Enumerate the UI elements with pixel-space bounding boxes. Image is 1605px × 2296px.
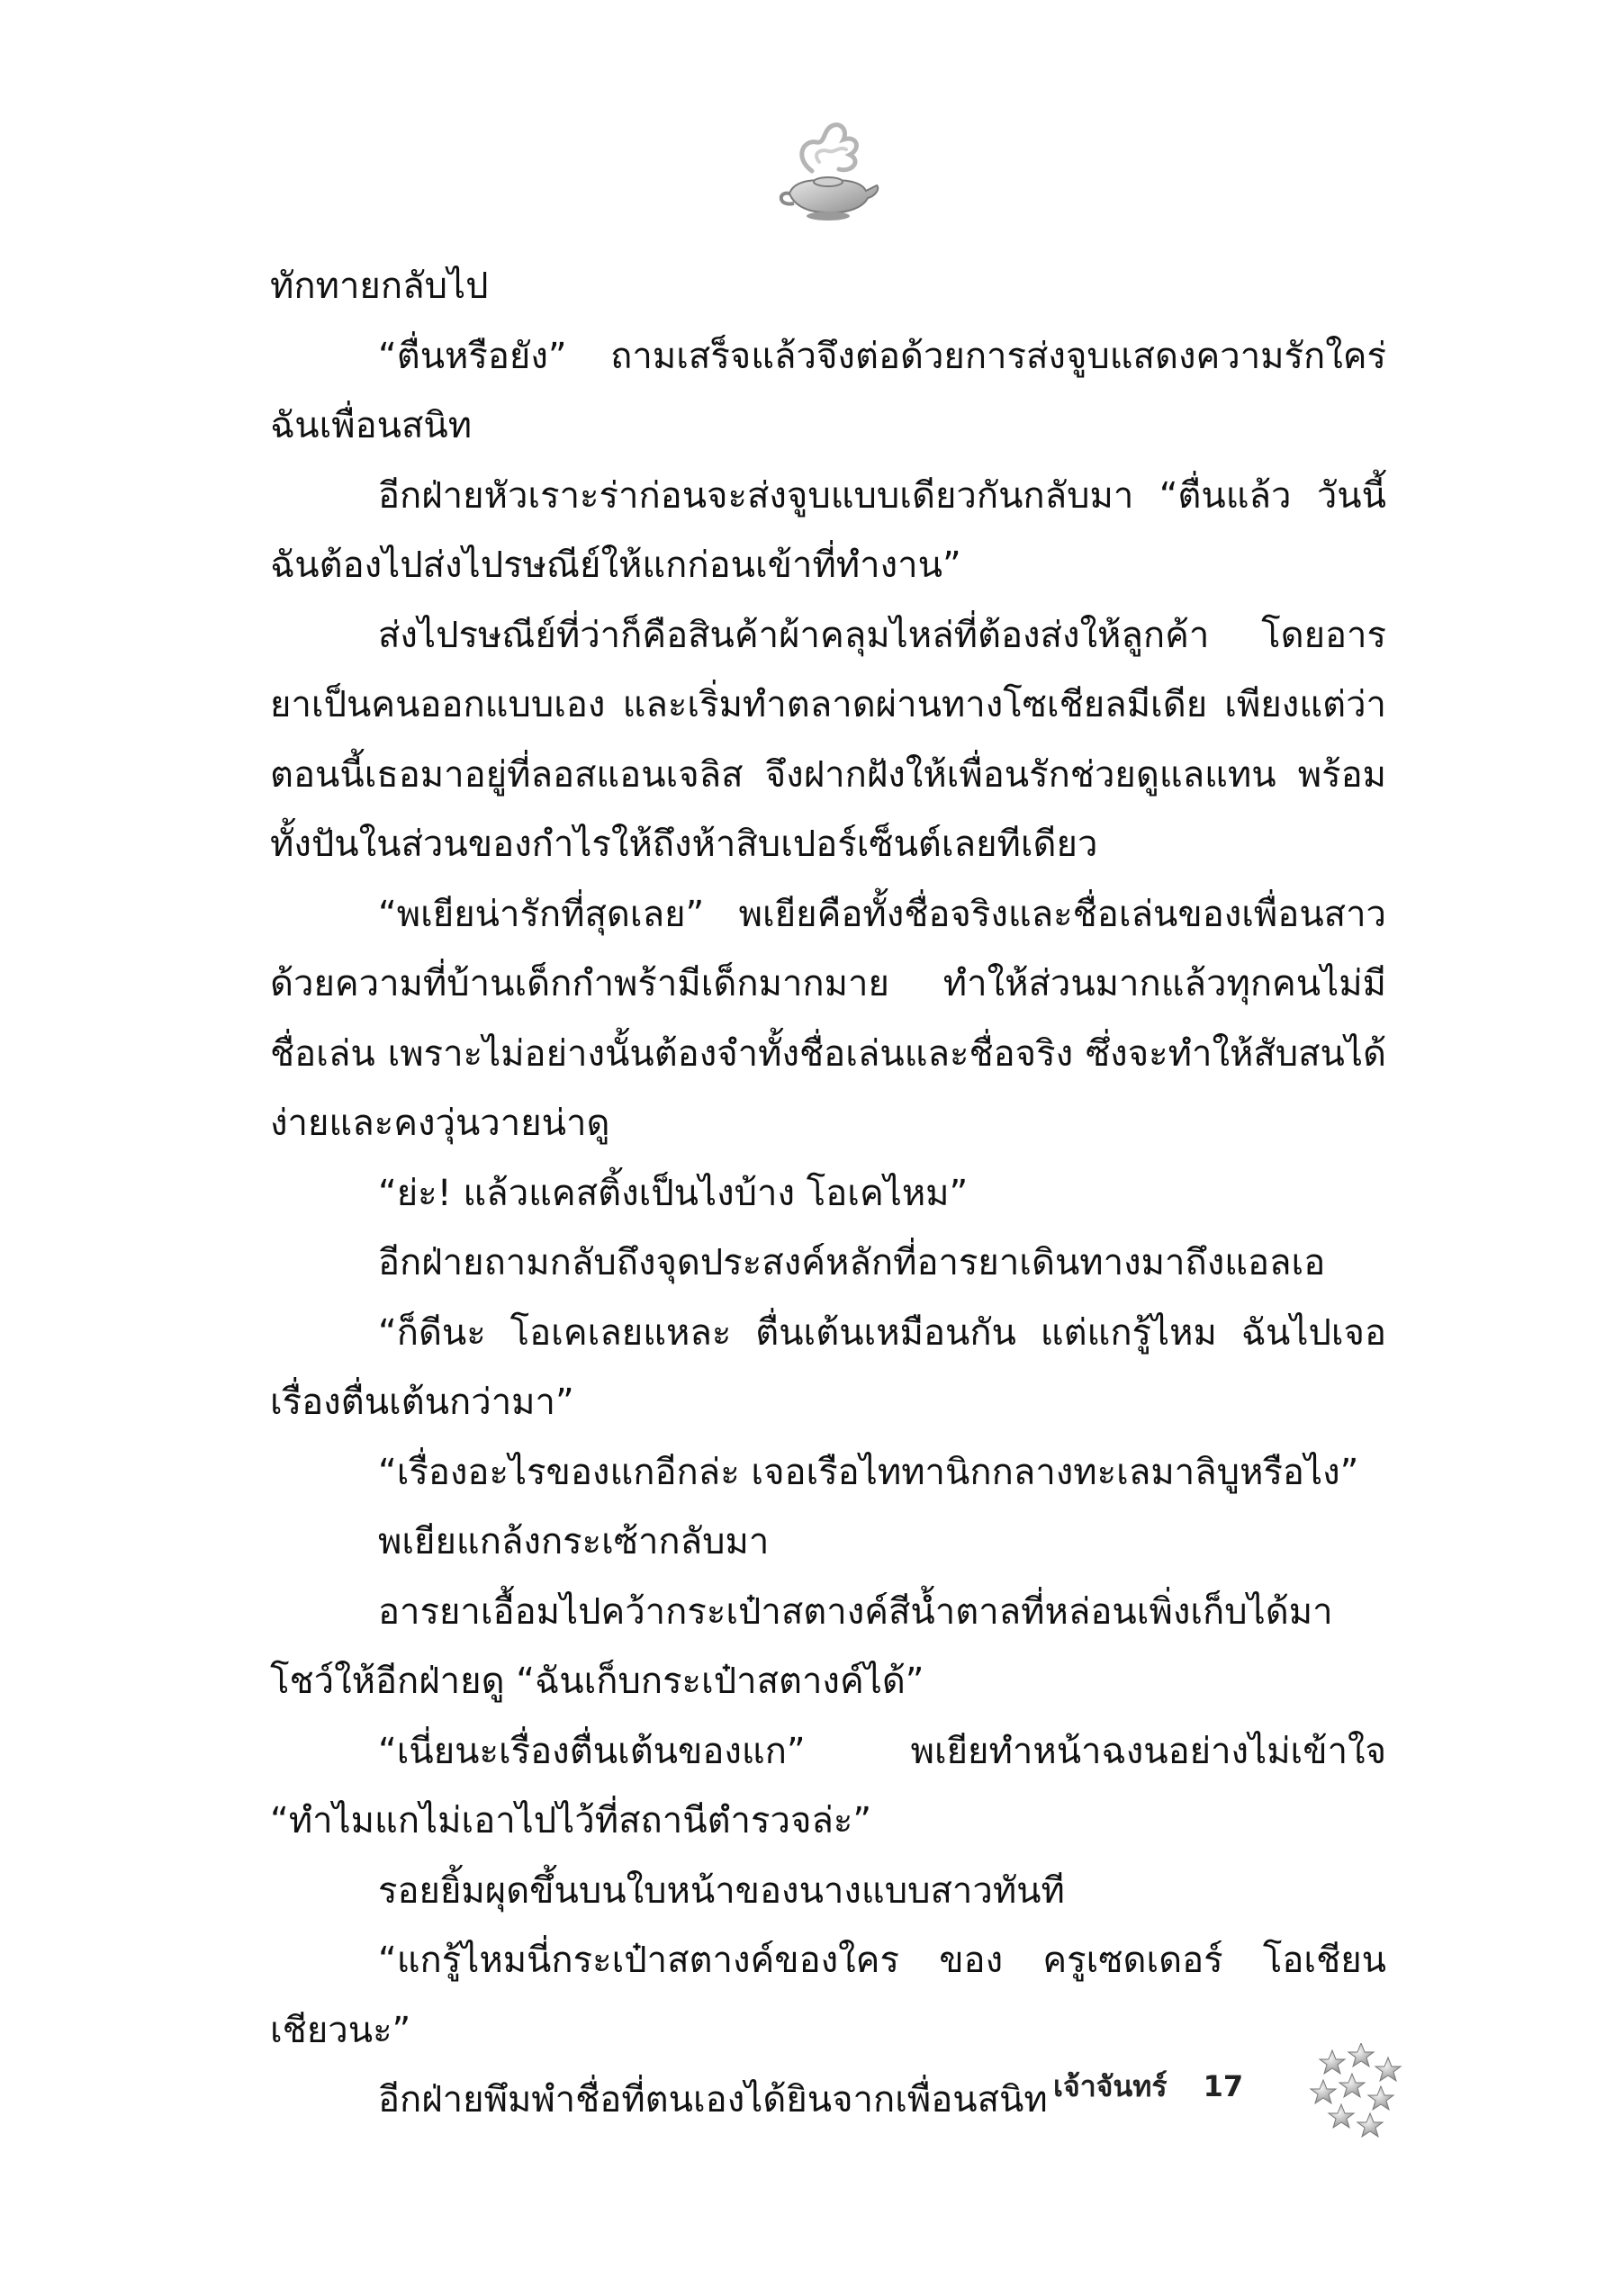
body-text: [270, 252, 1386, 2136]
paragraph: ส่งไปรษณีย์ที่ว่าก็คือสินค้าผ้าคลุมไหล่ที่ต้องส่งให้ลูกค้า โดยอารยาเป็นคนออกแบบเอง และเริ่มทำตลาดผ่านทางโซเชียลมีเดีย เพียงแต่ว่าตอนนี้เธอมาอยู่ที่ลอสแอนเจลิส จึงฝากฝังให้เพื่อนรักช่วยดูแลแทน พร้อมทั้งปันในส่วนของกำไรให้ถึงห้าสิบเปอร์เซ็นต์เลยทีเดียว: [270, 614, 1386, 865]
paragraph: อีกฝ่ายหัวเราะร่าก่อนจะส่งจูบแบบเดียวกันกลับมา “ตื่นแล้ว วันนี้ฉันต้องไปส่งไปรษณีย์ให้แกก่อนเข้าที่ทำงาน”: [270, 474, 1386, 586]
stars-cluster-icon: [1305, 2043, 1413, 2142]
paragraph: “ก็ดีนะ โอเคเลยแหละ ตื่นเต้นเหมือนกัน แต่แกรู้ไหม ฉันไปเจอเรื่องตื่นเต้นกว่ามา”: [270, 1311, 1386, 1423]
page-footer: [1053, 2059, 1243, 2113]
magic-lamp-icon: [776, 108, 884, 225]
paragraph: “เนี่ยนะเรื่องตื่นเต้นของแก” พเยียทำหน้าฉงนอย่างไม่เข้าใจ “ทำไมแกไม่เอาไปไว้ที่สถานีตำรวจล่ะ”: [270, 1730, 1386, 1841]
paragraph: อีกฝ่ายพึมพำชื่อที่ตนเองได้ยินจากเพื่อนสนิท: [378, 2079, 1048, 2120]
paragraph: อีกฝ่ายถามกลับถึงจุดประสงค์หลักที่อารยาเดินทางมาถึงแอลเอ: [378, 1242, 1326, 1283]
paragraph: พเยียแกล้งกระเซ้ากลับมา: [378, 1521, 770, 1562]
paragraph: “ย่ะ! แล้วแคสติ้งเป็นไงบ้าง โอเคไหม”: [378, 1172, 969, 1214]
paragraph: รอยยิ้มผุดขึ้นบนใบหน้าของนางแบบสาวทันที: [378, 1869, 1065, 1912]
paragraph: “เรื่องอะไรของแกอีกล่ะ เจอเรือไททานิกกลางทะเลมาลิบูหรือไง”: [378, 1451, 1359, 1493]
page-number: 17: [1203, 2069, 1244, 2103]
book-title: เจ้าจันทร์: [1053, 2068, 1168, 2103]
paragraph: “พเยียน่ารักที่สุดเลย” พเยียคือทั้งชื่อจริงและชื่อเล่นของเพื่อนสาวด้วยความที่บ้านเด็กกำพร้ามีเด็กมากมาย ทำให้ส่วนมากแล้วทุกคนไม่มีชื่อเล่น เพราะไม่อย่างนั้นต้องจำทั้งชื่อเล่นและชื่อจริง ซึ่งจะทำให้สับสนได้ง่ายและคงวุ่นวายน่าดู: [270, 893, 1386, 1144]
paragraph: “ตื่นหรือยัง” ถามเสร็จแล้วจึงต่อด้วยการส่งจูบแสดงความรักใคร่ฉันเพื่อนสนิท: [270, 335, 1386, 446]
paragraph: อารยาเอื้อมไปคว้ากระเป๋าสตางค์สีน้ำตาลที่หล่อนเพิ่งเก็บได้มาโชว์ให้อีกฝ่ายดู “ฉันเก็บกระเป๋าสตางค์ได้”: [270, 1590, 1333, 1702]
paragraph: ทักทายกลับไป: [270, 266, 489, 307]
paragraph: “แกรู้ไหมนี่กระเป๋าสตางค์ของใคร ของ ครูเซดเดอร์ โอเชียน เชียวนะ”: [270, 1940, 1386, 2051]
